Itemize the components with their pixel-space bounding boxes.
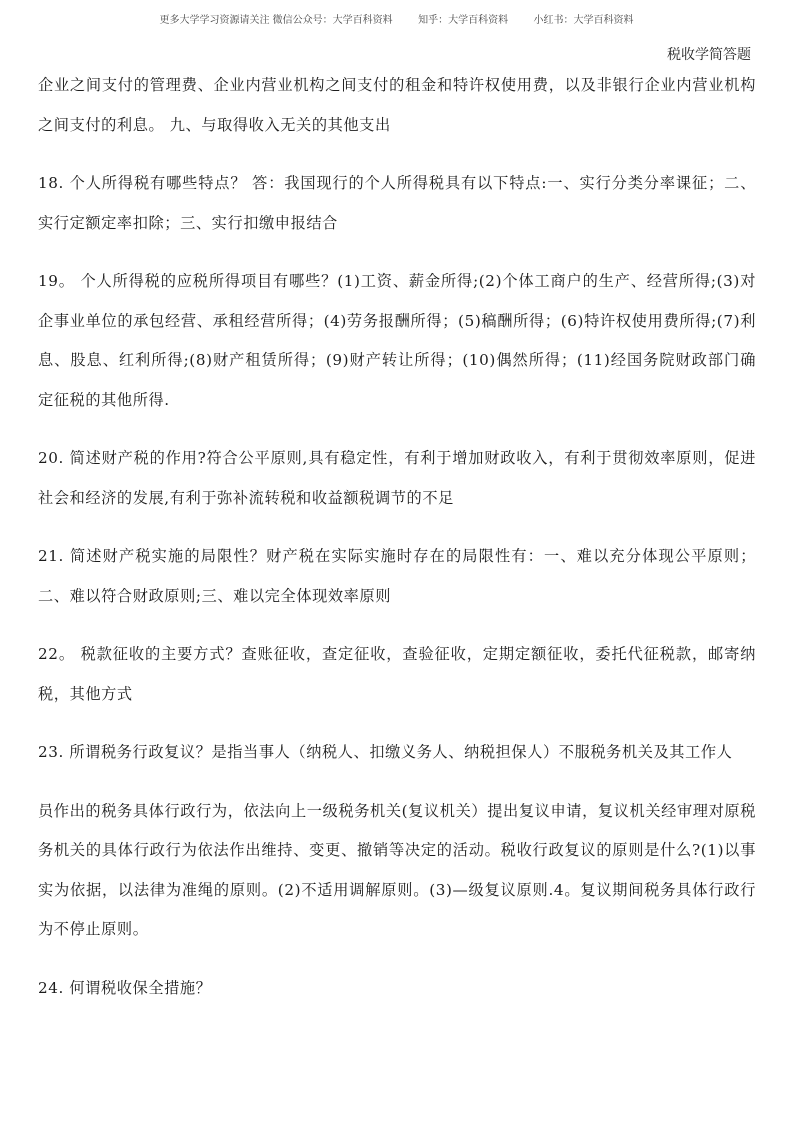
- paragraph-q18: 18. 个人所得税有哪些特点？ 答：我国现行的个人所得税具有以下特点:一、实行分类分率课征；二、实行定额定率扣除；三、实行扣缴申报结合: [38, 174, 756, 232]
- paragraph-q23: 23. 所谓税务行政复议？是指当事人（纳税人、扣缴义务人、纳税担保人）不服税务机关及其工作人: [38, 743, 733, 761]
- paragraph-q19: 19。 个人所得税的应税所得项目有哪些？(1)工资、薪金所得;(2)个体工商户的生产、经营所得;(3)对企事业单位的承包经营、承租经营所得；(4)劳务报酬所得；(5)稿酬所得；(6)特许权使用费所得;(7)利息、股息、红利所得;(8)财产租赁所得；(9)财产转让所得；(10)偶然所得；(11)经国务院财政部门确定征税的其他所得.: [38, 272, 756, 409]
- document-body: [38, 66, 756, 1008]
- paragraph-q22: 22。 税款征收的主要方式？查账征收，查定征收，查验征收，定期定额征收，委托代征税款，邮寄纳税，其他方式: [38, 645, 756, 703]
- paragraph-q20: 20. 简述财产税的作用?符合公平原则,具有稳定性，有利于增加财政收入，有利于贯彻效率原则，促进社会和经济的发展,有利于弥补流转税和收益额税调节的不足: [38, 449, 756, 507]
- paragraph: 企业之间支付的管理费、企业内营业机构之间支付的租金和特许权使用费，以及非银行企业内营业机构之间支付的利息。 九、与取得收入无关的其他支出: [38, 76, 756, 134]
- paragraph-q23-continued: 员作出的税务具体行政行为，依法向上一级税务机关(复议机关）提出复议申请，复议机关经审理对原税务机关的具体行政行为依法作出维持、变更、撤销等决定的活动。税收行政复议的原则是什么?(1)以事实为依据，以法律为准绳的原则。(2)不适用调解原则。(3)—级复议原则.4。复议期间税务具体行政行为不停止原则。: [38, 801, 756, 938]
- paragraph-q21: 21. 简述财产税实施的局限性？财产税在实际实施时存在的局限性有：一、难以充分体现公平原则；二、难以符合财政原则;三、难以完全体现效率原则: [38, 547, 756, 605]
- page-header-title: 税收学简答题: [667, 47, 751, 63]
- watermark-banner: 更多大学学习资源请关注 微信公众号：大学百科资料 知乎：大学百科资料 小红书：大学百科资料: [159, 15, 634, 26]
- paragraph-q24: 24. 何谓税收保全措施？: [38, 978, 212, 997]
